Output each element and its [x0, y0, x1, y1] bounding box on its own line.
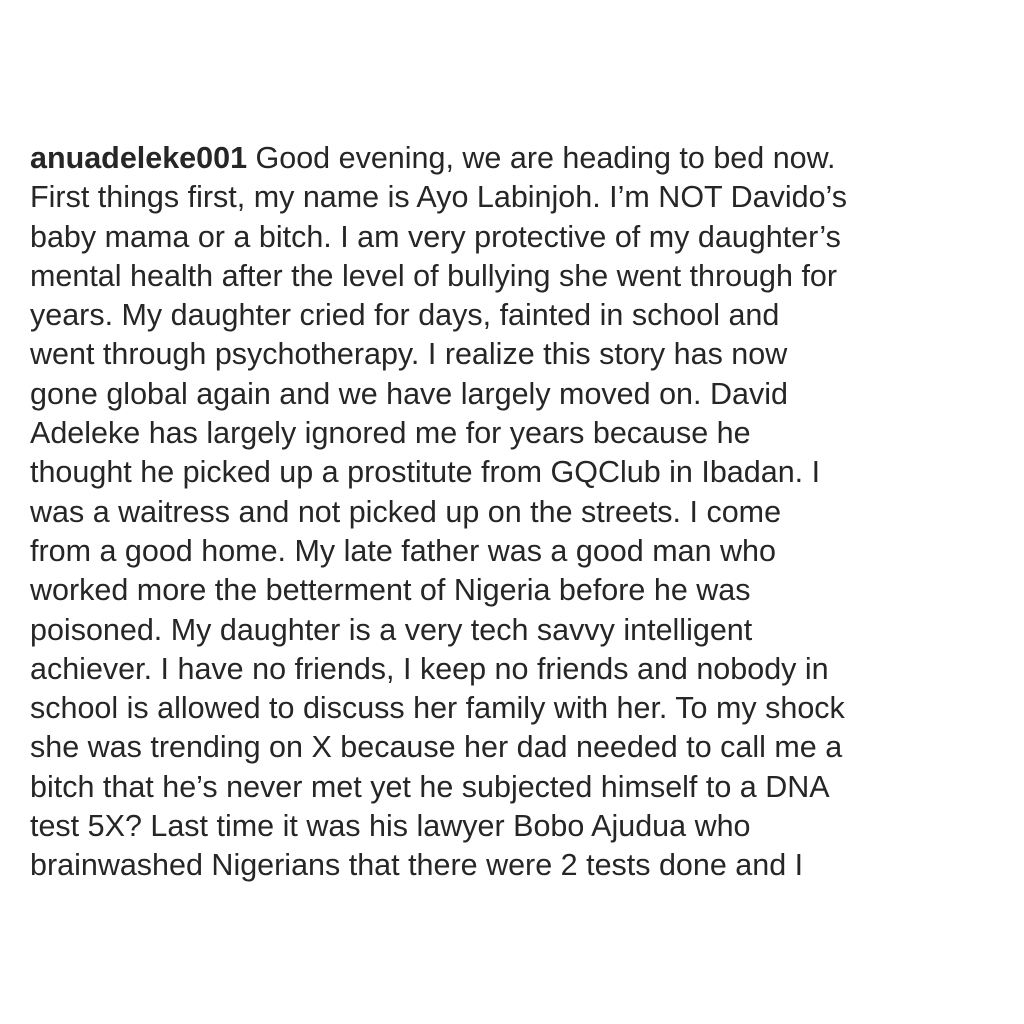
caption-line: was a waitress and not picked up on the streets. I come	[30, 494, 782, 529]
post-caption	[30, 139, 1010, 886]
caption-line: mental health after the level of bullying she went through for	[30, 258, 838, 293]
caption-line: worked more the betterment of Nigeria before he was	[30, 573, 751, 608]
caption-text: Good evening, we are heading to bed now.	[255, 141, 836, 175]
caption-line: brainwashed Nigerians that there were 2 tests done and I	[30, 848, 804, 883]
caption-line: from a good home. My late father was a good man who	[30, 533, 776, 568]
caption-line: went through psychotherapy. I realize this story has now	[30, 337, 788, 372]
caption-line	[30, 139, 1010, 178]
caption-line: test 5X? Last time it was his lawyer Bobo Ajudua who	[30, 809, 751, 844]
caption-line: First things first, my name is Ayo Labinjoh. I’m NOT Davido’s	[30, 180, 848, 215]
caption-line: years. My daughter cried for days, fainted in school and	[30, 298, 780, 333]
caption-line: achiever. I have no friends, I keep no friends and nobody in	[30, 651, 829, 686]
caption-line: Adeleke has largely ignored me for years because he	[30, 416, 751, 451]
caption-line: thought he picked up a prostitute from GQClub in Ibadan. I	[30, 455, 821, 490]
caption-line: she was trending on X because her dad needed to call me a	[30, 730, 843, 765]
caption-line: baby mama or a bitch. I am very protective of my daughter’s	[30, 219, 841, 254]
caption-line: gone global again and we have largely moved on. David	[30, 376, 788, 411]
username-link[interactable]: anuadeleke001	[30, 141, 248, 175]
caption-line: poisoned. My daughter is a very tech savvy intelligent	[30, 612, 753, 647]
caption-line: school is allowed to discuss her family with her. To my shock	[30, 691, 845, 726]
caption-line: bitch that he’s never met yet he subjected himself to a DNA	[30, 769, 830, 804]
